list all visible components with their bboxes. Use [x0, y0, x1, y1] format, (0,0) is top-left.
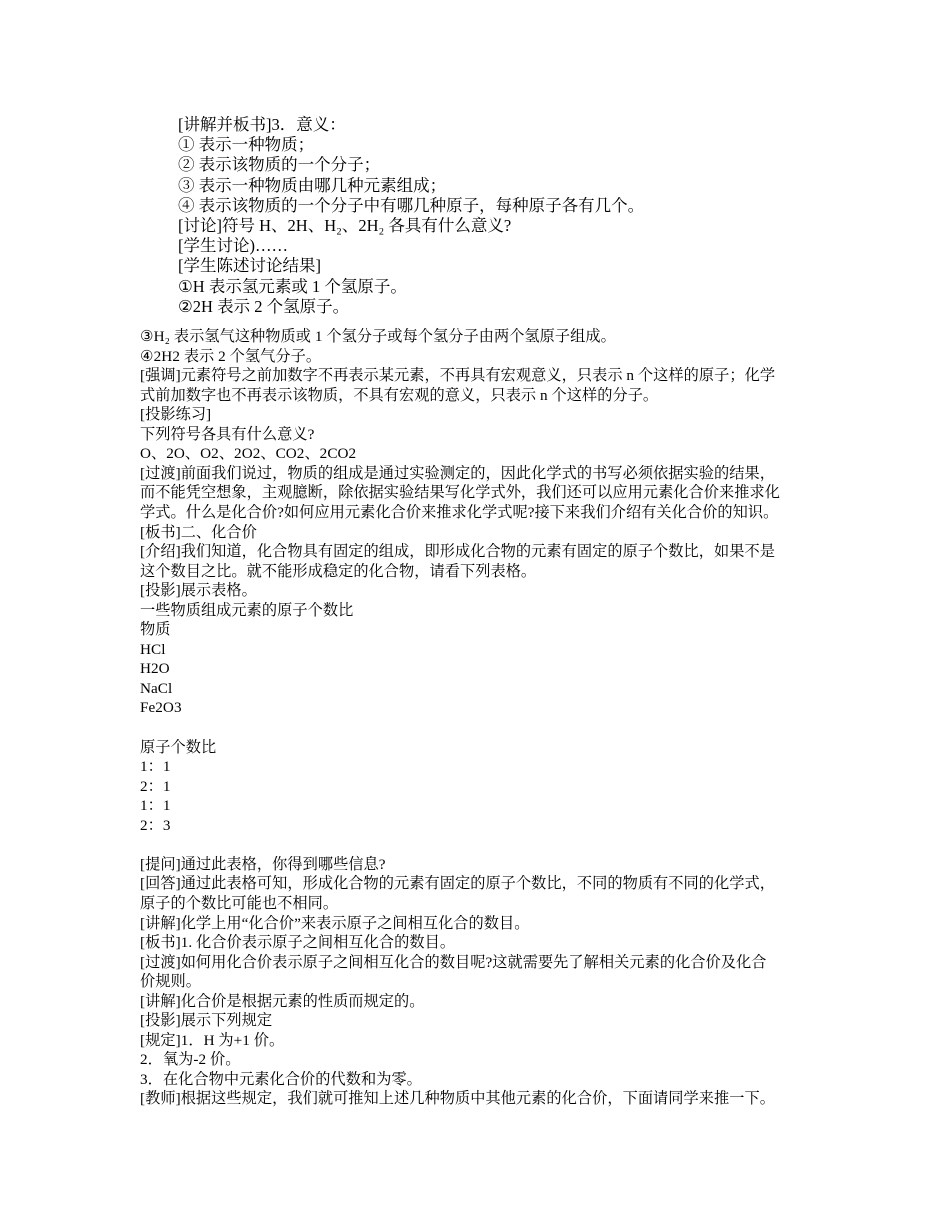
body-text-line: ④2H2 表示 2 个氢气分子。 — [140, 347, 322, 365]
body-text-line: ③H₂ 表示氢气这种物质或 1 个氢分子或每个氢分子由两个氢原子组成。 — [140, 328, 616, 345]
body-text-line: 学式。什么是化合价?如何应用元素化合价来推求化学式呢?接下来我们介绍有关化合价的知识。 — [140, 503, 779, 521]
body-text-line: [讲解]化学上用“化合价”来表示原子之间相互化合的数目。 — [140, 914, 530, 932]
indented-text-line: ③ 表示一种物质由哪几种元素组成； — [178, 175, 447, 195]
body-text-line: 一些物质组成元素的原子个数比 — [140, 601, 354, 619]
body-text-line: 原子的个数比可能也不相同。 — [140, 894, 339, 912]
body-text-line: [投影]展示表格。 — [140, 582, 257, 600]
indented-text-line: [学生讨论)…… — [178, 236, 288, 256]
indented-text-line: ①H 表示氢元素或 1 个氢原子。 — [178, 276, 407, 296]
body-text-line: [投影]展示下列规定 — [140, 1012, 273, 1030]
body-text-line: [提问]通过此表格，你得到哪些信息? — [140, 855, 386, 873]
body-text-line: 2：1 — [140, 777, 171, 795]
indented-text-line: ④ 表示该物质的一个分子中有哪几种原子，每种原子各有几个。 — [178, 195, 645, 215]
body-text-line: [讲解]化合价是根据元素的性质而规定的。 — [140, 992, 425, 1010]
body-text-line: [强调]元素符号之前加数字不再表示某元素，不再具有宏观意义，只表示 n 个这样的原子；化学 — [140, 367, 776, 385]
body-text-line: [过渡]前面我们说过，物质的组成是通过实验测定的，因此化学式的书写必须依据实验的结果， — [140, 464, 775, 482]
body-text-line: 原子个数比 — [140, 738, 217, 756]
body-text-line: 1：1 — [140, 758, 171, 776]
body-text-line: 下列符号各具有什么意义? — [140, 425, 315, 443]
body-text-line: 而不能凭空想象，主观臆断，除依据实验结果写化学式外，我们还可以应用元素化合价来推求化 — [140, 484, 780, 502]
body-text-line: 1：1 — [140, 797, 171, 815]
body-text-line: 3．在化合物中元素化合价的代数和为零。 — [140, 1070, 422, 1088]
indented-text-line: [讲解并板书]3．意义： — [178, 115, 346, 134]
body-text-line: [板书]1. 化合价表示原子之间相互化合的数目。 — [140, 934, 456, 952]
body-text-line: [介绍]我们知道，化合物具有固定的组成，即形成化合物的元素有固定的原子个数比，如果不是 — [140, 543, 775, 561]
body-text-line: 式前加数字也不再表示该物质，不具有宏观的意义，只表示 n 个这样的分子。 — [140, 386, 659, 404]
indented-text-line: ② 表示该物质的一个分子； — [178, 155, 381, 175]
body-text-line: [投影练习] — [140, 406, 212, 424]
body-text-line: 物质 — [140, 621, 171, 639]
indented-text-line: ②2H 表示 2 个氢原子。 — [178, 296, 350, 316]
indented-text-line: ① 表示一种物质； — [178, 135, 315, 155]
body-text-line: [教师]根据这些规定，我们就可推知上述几种物质中其他元素的化合价，下面请同学来推一下。 — [140, 1090, 775, 1108]
body-text-line: [回答]通过此表格可知，形成化合物的元素有固定的原子个数比，不同的物质有不同的化学式， — [140, 875, 775, 893]
body-text-line: Fe2O3 — [140, 699, 182, 717]
body-text-line: O、2O、O2、2O2、CO2、2CO2 — [140, 445, 357, 463]
body-text-line: H2O — [140, 660, 170, 678]
body-text-line: 2：3 — [140, 816, 171, 834]
indented-text-line: [讨论]符号 H、2H、H₂、2H₂ 各具有什么意义? — [178, 216, 512, 235]
body-text-line: 这个数目之比。就不能形成稳定的化合物，请看下列表格。 — [140, 562, 537, 580]
indented-text-line: [学生陈述讨论结果] — [178, 256, 321, 276]
body-text-line: NaCl — [140, 679, 173, 697]
body-text-line: HCl — [140, 640, 166, 658]
body-text-line: [过渡]如何用化合价表示原子之间相互化合的数目呢?这就需要先了解相关元素的化合价及化合 — [140, 953, 767, 971]
body-text-line: [规定]1．H 为+1 价。 — [140, 1031, 285, 1049]
body-text-line: 价规则。 — [140, 973, 201, 991]
body-text-line: [板书]二、化合价 — [140, 523, 257, 541]
body-text-line: 2．氧为-2 价。 — [140, 1051, 241, 1069]
